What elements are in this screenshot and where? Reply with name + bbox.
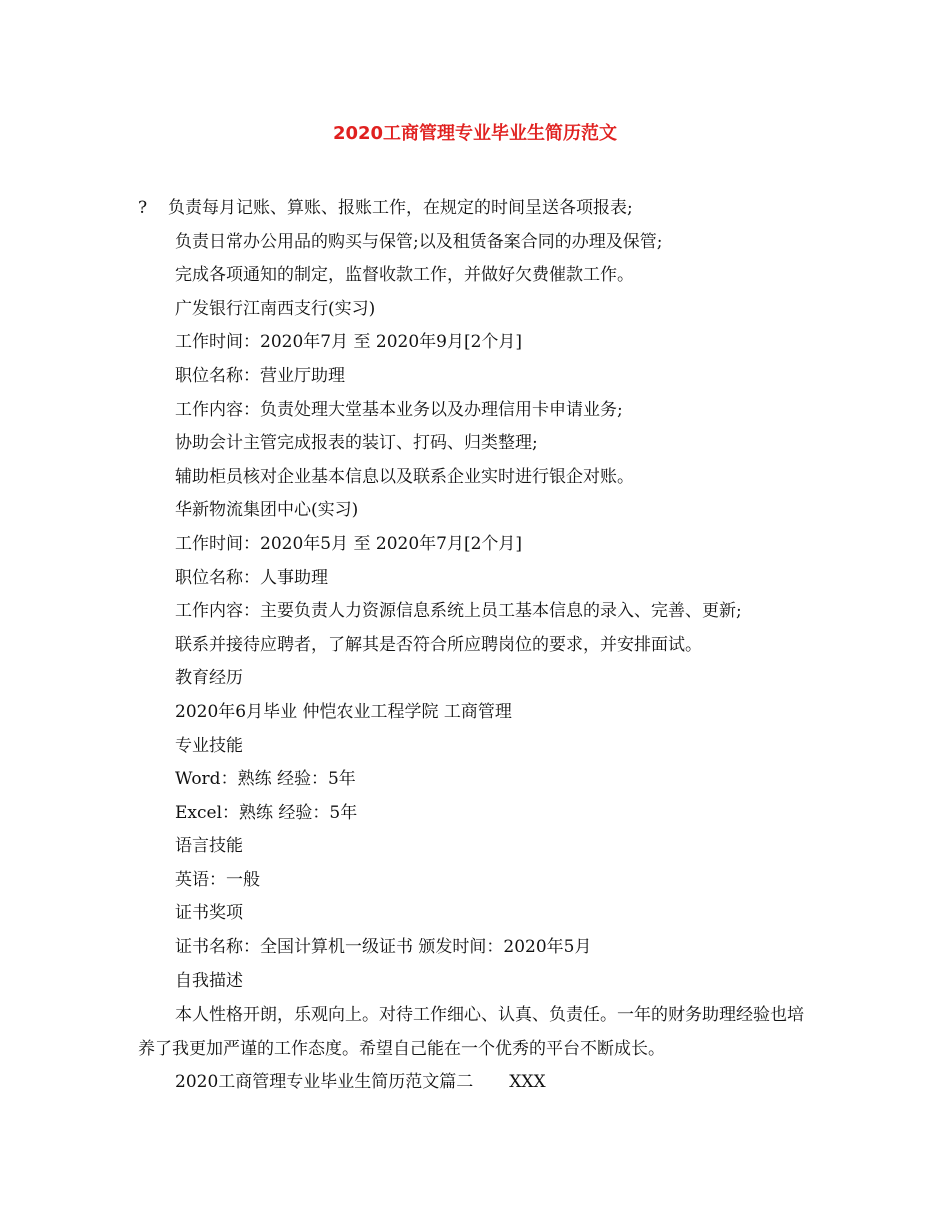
body-line: 联系并接待应聘者，了解其是否符合所应聘岗位的要求，并安排面试。 (175, 634, 702, 655)
footer-name: XXX (509, 1072, 546, 1093)
document-title: 2020工商管理专业毕业生简历范文 (332, 123, 618, 144)
section-heading-self-description: 自我描述 (175, 970, 243, 991)
certificate-entry: 证书名称：全国计算机一级证书 颁发时间：2020年5月 (175, 937, 592, 958)
footer-line (138, 1066, 818, 1100)
skill-entry: Word：熟练 经验：5年 (175, 769, 356, 790)
work-content: 工作内容：主要负责人力资源信息系统上员工基本信息的录入、完善、更新; (175, 601, 742, 622)
self-description-paragraph: 本人性格开朗，乐观向上。对待工作细心、认真、负责任。一年的财务助理经验也培养了我更加严谨的工作态度。希望自己能在一个优秀的平台不断成长。 (138, 1005, 804, 1060)
body-line: 负责日常办公用品的购买与保管;以及租赁备案合同的办理及保管; (175, 231, 663, 252)
work-period: 工作时间：2020年7月 至 2020年9月[2个月] (175, 332, 523, 353)
employer-heading: 华新物流集团中心(实习) (175, 500, 359, 521)
document-body (138, 192, 818, 1100)
section-heading-education: 教育经历 (175, 668, 243, 689)
body-line: 完成各项通知的制定，监督收款工作，并做好欠费催款工作。 (175, 265, 634, 286)
bullet-line (138, 192, 818, 226)
body-line: 协助会计主管完成报表的装订、打码、归类整理; (175, 433, 538, 454)
position-title: 职位名称：人事助理 (175, 567, 328, 588)
section-heading-skills: 专业技能 (175, 735, 243, 756)
position-title: 职位名称：营业厅助理 (175, 365, 345, 386)
education-entry: 2020年6月毕业 仲恺农业工程学院 工商管理 (175, 701, 512, 722)
employer-heading: 广发银行江南西支行(实习) (175, 298, 376, 319)
skill-entry: Excel：熟练 经验：5年 (175, 802, 358, 823)
bullet-marker: ? (138, 198, 148, 218)
footer-heading: 2020工商管理专业毕业生简历范文篇二 (175, 1072, 474, 1093)
work-content: 工作内容：负责处理大堂基本业务以及办理信用卡申请业务; (175, 399, 623, 420)
bullet-text: 负责每月记账、算账、报账工作，在规定的时间呈送各项报表; (168, 198, 633, 218)
section-heading-certificates: 证书奖项 (175, 903, 243, 924)
work-period: 工作时间：2020年5月 至 2020年7月[2个月] (175, 533, 523, 554)
body-line: 辅助柜员核对企业基本信息以及联系企业实时进行银企对账。 (175, 466, 634, 487)
section-heading-language: 语言技能 (175, 836, 243, 857)
language-entry: 英语：一般 (175, 869, 260, 890)
